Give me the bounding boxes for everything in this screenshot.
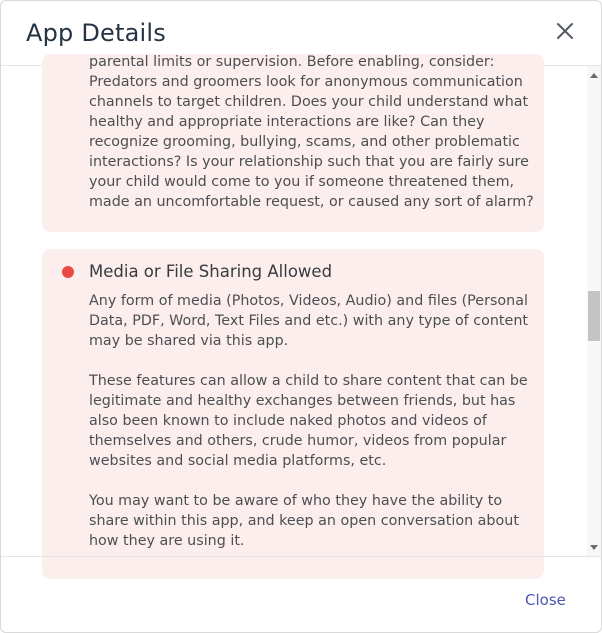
risk-card-title: Media or File Sharing Allowed [89, 262, 333, 281]
risk-card-media-sharing [42, 249, 544, 579]
risk-indicator-dot [62, 266, 74, 278]
scrollbar-thumb[interactable] [588, 291, 600, 341]
modal-body[interactable] [1, 54, 601, 556]
scroll-down-arrow-icon[interactable] [590, 545, 598, 550]
close-icon[interactable] [555, 21, 575, 41]
risk-card-description: Any form of media (Photos, Videos, Audio) and files (Personal Data, PDF, Word, Text Files and etc.) with any type of content may be shared via this app. These features can allow a child to share content that can be legitimate and healthy exchanges between friends, but has also been known to include naked photos and videos of themselves and others, crude humor, videos from popular websites and social media platforms, etc. You may want to be aware of who they have the ability to share within this app, and keep an open conversation about how they are using it. [89, 293, 528, 549]
close-button[interactable]: Close [525, 591, 566, 609]
vertical-scrollbar[interactable] [587, 66, 601, 556]
risk-card-anonymous-communication [42, 54, 544, 232]
scroll-up-arrow-icon[interactable] [590, 73, 598, 78]
risk-card-description: parental limits or supervision. Before enabling, consider: Predators and groomers look for anonymous communication channels to target children. Does your child understand what healthy and appropriate interactions are like? Can they recognize grooming, bullying, scams, and other problematic interactions? Is your relationship such that you are fairly sure your child would come to you if someone threatened them, made an uncomfortable request, or caused any sort of alarm? [89, 54, 534, 210]
modal-title: App Details [26, 19, 166, 47]
modal-footer [1, 556, 601, 632]
